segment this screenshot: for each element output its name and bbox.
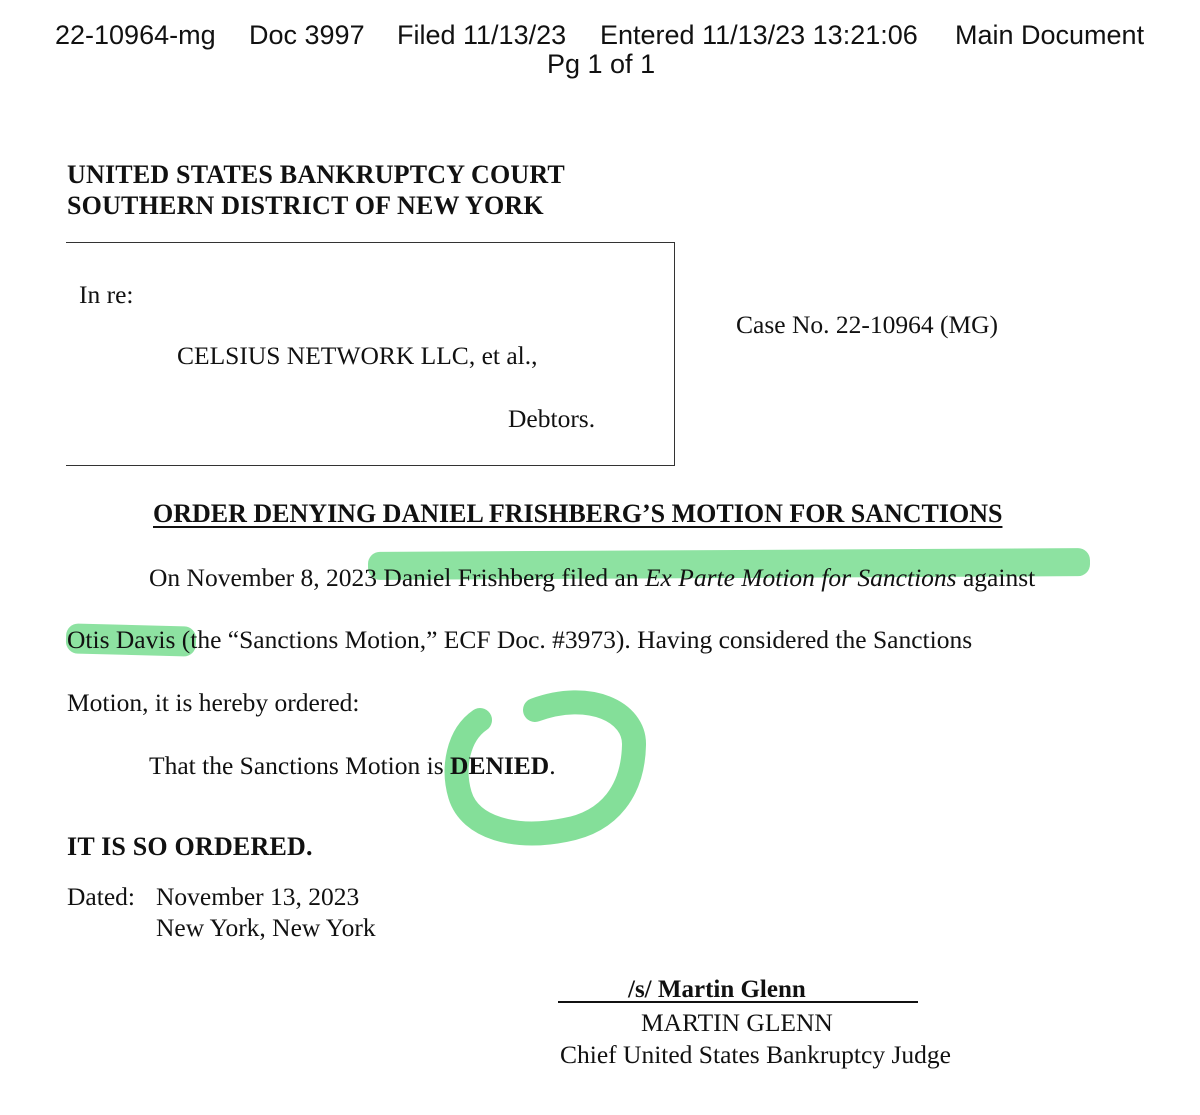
order-paragraph-3: Motion, it is hereby ordered: [67,688,360,717]
caption-role: Debtors. [508,404,596,433]
header-filed-date: Filed 11/13/23 [397,20,567,50]
ruling-denied: DENIED [450,751,550,780]
dated-place: New York, New York [156,913,376,942]
court-district: SOUTHERN DISTRICT OF NEW YORK [67,191,544,220]
ruling-text: That the Sanctions Motion is [149,751,451,780]
motion-name: Ex Parte Motion for Sanctions [644,563,957,592]
dated-label: Dated: [67,882,135,911]
case-number: Case No. 22-10964 (MG) [736,310,999,339]
so-ordered: IT IS SO ORDERED. [67,832,313,861]
header-case-number: 22-10964-mg [55,20,216,50]
header-entered-date: Entered 11/13/23 13:21:06 [600,20,918,50]
ruling-period: . [549,751,556,780]
judge-name: MARTIN GLENN [641,1008,833,1037]
judge-title: Chief United States Bankruptcy Judge [560,1040,951,1069]
order-title: ORDER DENYING DANIEL FRISHBERG’S MOTION FOR SANCTIONS [153,499,1003,528]
paragraph-1-text-b: against [956,563,1036,592]
signature-line [558,1001,918,1003]
header-doc-number: Doc 3997 [249,20,365,50]
header-page-number: Pg 1 of 1 [547,49,656,79]
caption-party: CELSIUS NETWORK LLC, et al., [177,341,538,370]
header-main-document: Main Document [955,20,1145,50]
signature: /s/ Martin Glenn [628,976,806,1003]
caption-in-re: In re: [79,280,134,309]
order-paragraph-2: Otis Davis (the “Sanctions Motion,” ECF Doc. #3973). Having considered the Sanctions [67,625,973,654]
order-paragraph-1 [149,563,1035,593]
court-name: UNITED STATES BANKRUPTCY COURT [67,160,565,189]
paragraph-1-text-a: On November 8, 2023 Daniel Frishberg filed an [149,563,645,592]
order-ruling [149,751,556,781]
dated-date: November 13, 2023 [156,882,360,911]
